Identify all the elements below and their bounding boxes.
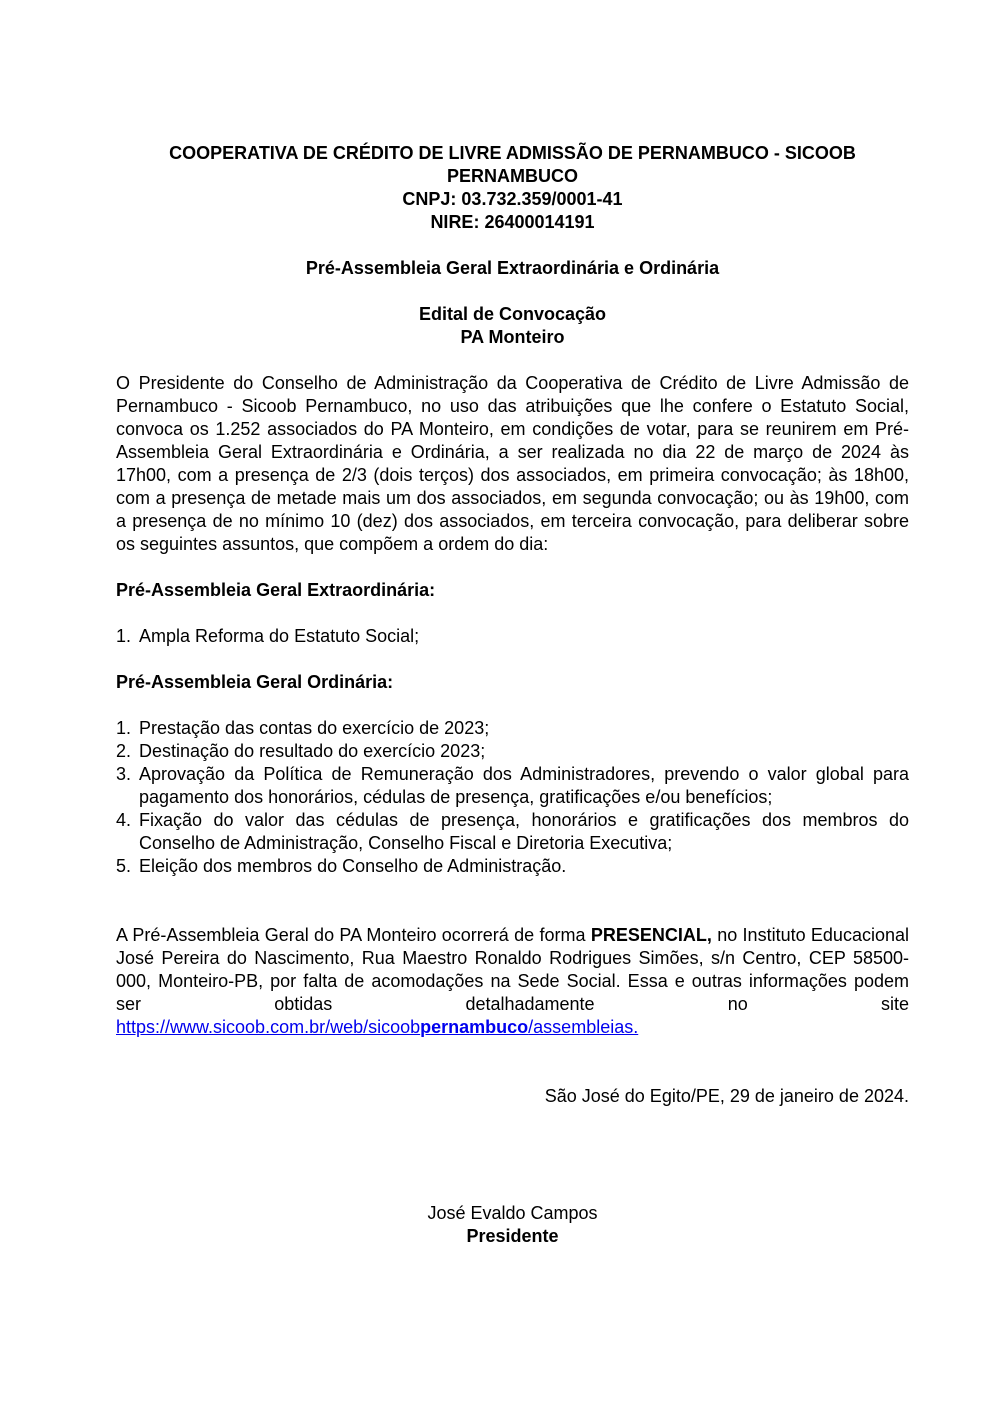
agenda-item-number: 4. [116,810,132,830]
agenda-item [116,809,909,855]
agenda-item-text: Fixação do valor das cédulas de presença, honorários e gratificações dos membros do Conselho de Administração, Conselho Fiscal e Diretoria Executiva; [139,810,909,853]
document-page [116,142,909,1108]
ordinary-agenda-list [116,717,909,878]
agenda-item-number: 1. [116,626,132,646]
location-paragraph [116,924,909,1039]
signature-name: José Evaldo Campos [427,1203,598,1223]
agenda-item-text: Destinação do resultado do exercício 2023; [139,741,486,761]
agenda-item [116,625,909,648]
agenda-item-text: Ampla Reforma do Estatuto Social; [139,626,420,646]
notice-subtitle: PA Monteiro [460,327,565,347]
intro-paragraph: O Presidente do Conselho de Administração da Cooperativa de Crédito de Livre Admissão de Pernambuco - Sicoob Pernambuco, no uso das atribuições que lhe confere o Estatuto Social, convoca os 1.252 associados do PA Monteiro, em condições de votar, para se reunirem em Pré-Assembleia Geral Extraordinária e Ordinária, a ser realizada no dia 22 de março de 2024 às 17h00, com a presença de 2/3 (dois terços) dos associados, em primeira convocação; às 18h00, com a presença de metade mais um dos associados, em segunda convocação; ou às 19h00, com a presença de no mínimo 10 (dez) dos associados, em terceira convocação, para deliberar sobre os seguintes assuntos, que compõem a ordem do dia: [116,373,909,554]
agenda-item-text: Aprovação da Política de Remuneração dos Administradores, prevendo o valor global para pagamento dos honorários, cédulas de presença, gratificações e/ou benefícios; [139,764,909,807]
agenda-item [116,717,909,740]
location-text-end: no Instituto Educacional José Pereira do Nascimento, Rua Maestro Ronaldo Rodrigues Simões, s/n Centro, CEP 58500-000, Monteiro-PB, por falta de acomodações na Sede Social. Essa e outras informações podem ser obtidas detalhadamente no site [116,925,909,1014]
agenda-item-number: 1. [116,718,132,738]
cnpj: CNPJ: 03.732.359/0001-41 [402,189,623,209]
agenda-item [116,763,909,809]
nire: NIRE: 26400014191 [430,212,595,232]
ordinary-heading: Pré-Assembleia Geral Ordinária: [116,672,394,692]
org-name-line2: PERNAMBUCO [446,166,578,186]
agenda-item-number: 5. [116,856,132,876]
agenda-item-text: Eleição dos membros do Conselho de Administração. [139,856,567,876]
presencial-emphasis: PRESENCIAL, [590,925,712,945]
agenda-item-number: 3. [116,764,132,784]
agenda-item-text: Prestação das contas do exercício de 2023; [139,718,490,738]
signature-title: Presidente [466,1226,559,1246]
agenda-item [116,740,909,763]
assemblies-link[interactable] [116,1017,638,1037]
agenda-item-number: 2. [116,741,132,761]
link-text-part2: pernambuco [420,1017,529,1037]
notice-title: Edital de Convocação [418,304,607,324]
link-text-part1: https://www.sicoob.com.br/web/sicoob [116,1017,421,1037]
extraordinary-heading: Pré-Assembleia Geral Extraordinária: [116,580,436,600]
location-text-start: A Pré-Assembleia Geral do PA Monteiro ocorrerá de forma [116,925,591,945]
place-date: São José do Egito/PE, 29 de janeiro de 2024. [544,1086,909,1106]
agenda-item [116,855,909,878]
extraordinary-agenda-list [116,625,909,648]
meeting-title: Pré-Assembleia Geral Extraordinária e Ordinária [305,258,720,278]
link-text-part3: /assembleias. [528,1017,639,1037]
org-name-line1: COOPERATIVA DE CRÉDITO DE LIVRE ADMISSÃO DE PERNAMBUCO - SICOOB [169,143,856,163]
